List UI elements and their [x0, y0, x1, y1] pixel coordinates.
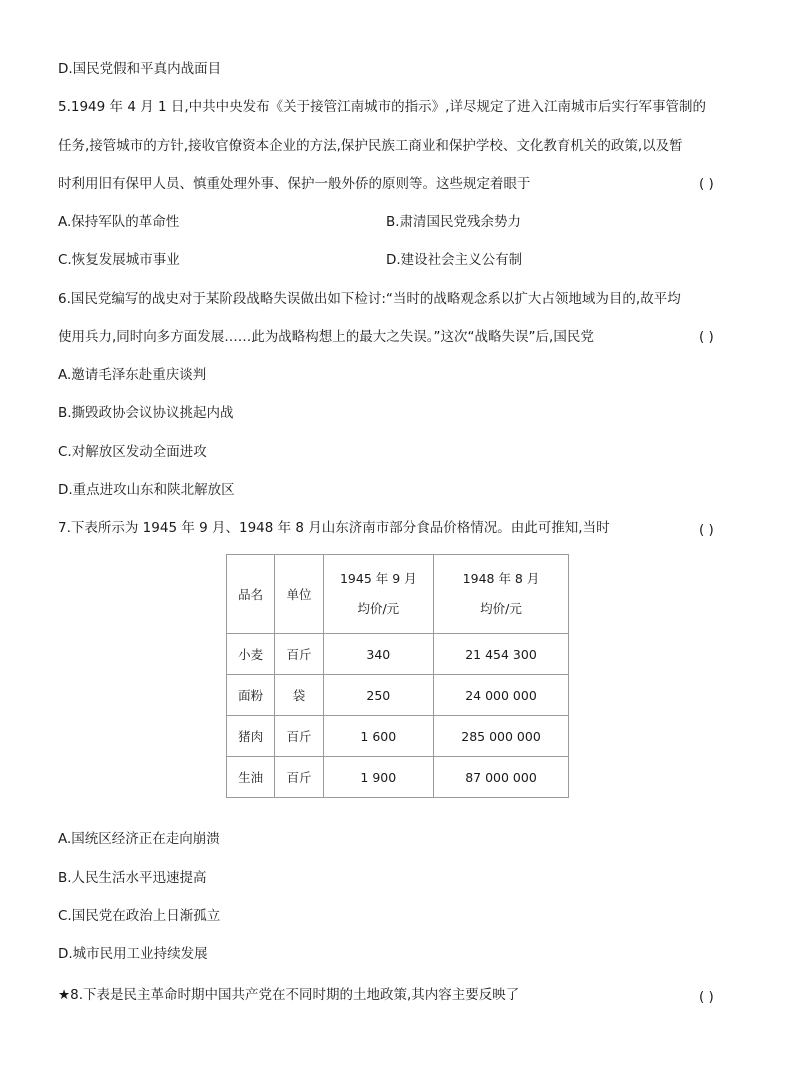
- q6-answer-blank: ( ): [699, 329, 714, 345]
- cell-unit: 百斤: [275, 716, 323, 757]
- q6-option-d: D.重点进攻山东和陕北解放区: [58, 482, 235, 498]
- q7-answer-blank: ( ): [699, 522, 714, 538]
- cell-item-name: 猪肉: [227, 716, 275, 757]
- q7-option-c: C.国民党在政治上日渐孤立: [58, 908, 221, 924]
- q5-option-d: D.建设社会主义公有制: [386, 252, 523, 268]
- q5-stem-line1: 5.1949 年 4 月 1 日,中共中央发布《关于接管江南城市的指示》,详尽规定了进入江南城市后实行军事管制的: [58, 99, 706, 115]
- q8-stem: ★8.下表是民主革命时期中国共产党在不同时期的土地政策,其内容主要反映了: [58, 987, 520, 1003]
- food-price-table: [226, 554, 569, 798]
- table-row: [227, 757, 569, 798]
- q7-option-b: B.人民生活水平迅速提高: [58, 870, 207, 886]
- header-1945-date: 1945 年 9 月: [339, 571, 417, 586]
- q4-option-d: D.国民党假和平真内战面目: [58, 61, 222, 77]
- q7-stem: 7.下表所示为 1945 年 9 月、1948 年 8 月山东济南市部分食品价格情况。由此可推知,当时: [58, 520, 610, 536]
- header-price-1948: [434, 555, 569, 634]
- header-1948-date: 1948 年 8 月: [462, 571, 540, 586]
- q6-option-a: A.邀请毛泽东赴重庆谈判: [58, 367, 207, 383]
- cell-price-1945: 250: [323, 675, 433, 716]
- table-row: [227, 675, 569, 716]
- q6-stem-line1: 6.国民党编写的战史对于某阶段战略失误做出如下检讨:“当时的战略观念系以扩大占领地域为目的,故平均: [58, 291, 681, 307]
- table-header-row: [227, 555, 569, 634]
- cell-unit: 袋: [275, 675, 323, 716]
- table-row: [227, 716, 569, 757]
- q5-stem-line2: 任务,接管城市的方针,接收官僚资本企业的方法,保护民族工商业和保护学校、文化教育机关的政策,以及暂: [58, 138, 683, 154]
- q6-stem-line2: 使用兵力,同时向多方面发展……此为战略构想上的最大之失误。”这次“战略失误”后,国民党: [58, 329, 594, 345]
- cell-price-1945: 340: [323, 634, 433, 675]
- table-row: [227, 634, 569, 675]
- header-unit: 单位: [275, 555, 323, 634]
- q7-option-d: D.城市民用工业持续发展: [58, 946, 208, 962]
- cell-price-1948: 285 000 000: [434, 716, 569, 757]
- header-price-1945: [323, 555, 433, 634]
- q5-stem-line3: 时利用旧有保甲人员、慎重处理外事、保护一般外侨的原则等。这些规定着眼于: [58, 176, 531, 192]
- q5-option-b: B.肃清国民党残余势力: [386, 214, 522, 230]
- cell-item-name: 小麦: [227, 634, 275, 675]
- cell-unit: 百斤: [275, 634, 323, 675]
- q5-option-a: A.保持军队的革命性: [58, 214, 180, 230]
- cell-price-1948: 24 000 000: [434, 675, 569, 716]
- cell-unit: 百斤: [275, 757, 323, 798]
- cell-price-1948: 87 000 000: [434, 757, 569, 798]
- q8-answer-blank: ( ): [699, 989, 714, 1005]
- header-1948-avg: 均价/元: [480, 601, 522, 616]
- q7-option-a: A.国统区经济正在走向崩溃: [58, 831, 220, 847]
- q5-option-c: C.恢复发展城市事业: [58, 252, 180, 268]
- header-1945-avg: 均价/元: [357, 601, 400, 616]
- header-item-name: 品名: [227, 555, 275, 634]
- cell-price-1945: 1 600: [323, 716, 433, 757]
- cell-item-name: 生油: [227, 757, 275, 798]
- q6-option-c: C.对解放区发动全面进攻: [58, 444, 207, 460]
- q6-option-b: B.撕毁政协会议协议挑起内战: [58, 405, 234, 421]
- q5-answer-blank: ( ): [699, 176, 714, 192]
- cell-price-1945: 1 900: [323, 757, 433, 798]
- cell-item-name: 面粉: [227, 675, 275, 716]
- cell-price-1948: 21 454 300: [434, 634, 569, 675]
